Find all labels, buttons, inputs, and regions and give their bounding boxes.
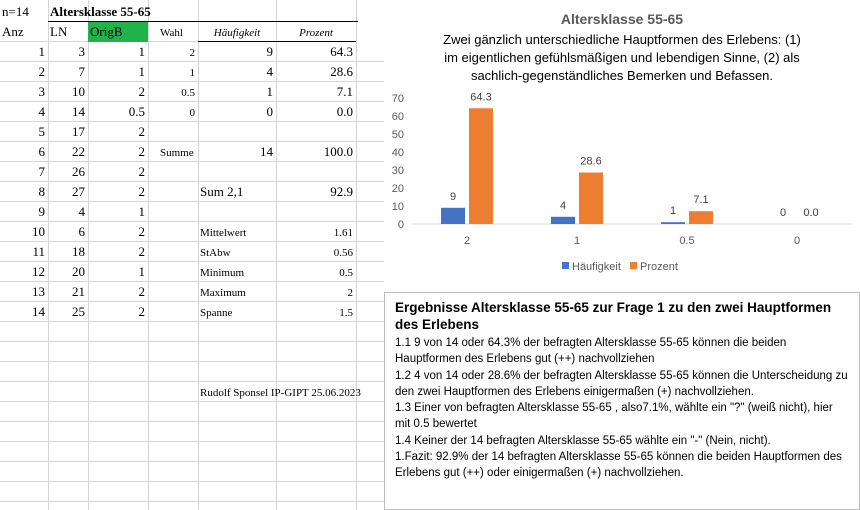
grid-row-line [0,441,384,442]
data-label-prozent: 0.0 [803,207,819,219]
stat-label[interactable]: StAbw [200,247,231,259]
chart-subtitle-line: sachlich-gegenständliches Bemerken und Befassen. [470,68,774,83]
cell-ln[interactable]: 3 [78,44,85,59]
cell-prozent[interactable]: 64.3 [330,44,353,59]
cell-origb[interactable]: 2 [138,284,145,299]
data-label-prozent: 28.6 [580,155,602,168]
cell-haeufigkeit[interactable]: 4 [266,64,273,79]
cell-ln[interactable]: 14 [72,104,85,119]
grid-row-line [0,481,384,482]
chart-svg [384,0,860,285]
y-tick-label: 10 [391,201,404,213]
stat-value[interactable]: 1.5 [339,307,353,319]
header-wahl[interactable]: Wahl [160,27,183,39]
data-label-haeufigkeit: 9 [449,190,457,203]
cell-haeufigkeit[interactable]: 9 [266,44,273,59]
legend-swatch-haeufigkeit [562,262,569,269]
cell-anz[interactable]: 3 [38,84,45,99]
cell-origb[interactable]: 2 [138,304,145,319]
cell-origb[interactable]: 2 [138,244,145,259]
header-origb[interactable]: OrigB [88,22,148,42]
stat-value[interactable]: 0.5 [339,267,353,279]
cell-origb[interactable]: 2 [138,184,145,199]
cell-origb[interactable]: 0.5 [128,104,145,119]
notes-paragraph: 1.4 Keiner der 14 befragten Altersklasse 55-65 wählte ein "-" (Nein, nicht). [395,434,771,447]
cell-anz[interactable]: 12 [32,264,45,279]
grid-row-line [0,461,384,462]
notes-paragraphs [395,335,851,482]
sum21-label[interactable]: Sum 2,1 [200,184,244,199]
chart-title: Altersklasse 55-65 [560,11,684,27]
stat-label[interactable]: Maximum [200,287,246,299]
cell-ln[interactable]: 21 [72,284,85,299]
cell-prozent[interactable]: 7.1 [336,84,353,99]
x-tick-label: 0 [793,235,801,247]
cell-wahl[interactable]: 2 [189,47,195,59]
cell-prozent[interactable]: 28.6 [330,64,353,79]
legend-swatch-prozent [630,262,637,269]
cell-haeufigkeit[interactable]: 1 [266,84,273,99]
group-title-cell[interactable]: Altersklasse 55-65 [50,4,151,19]
bar-prozent [689,211,713,224]
stat-label[interactable]: Mittelwert [200,227,247,239]
y-tick-label: 50 [391,129,404,141]
bar-haeufigkeit [441,208,465,224]
x-tick-label: 2 [463,235,471,247]
grid-row-line [0,361,384,362]
summe-label[interactable]: Summe [160,147,194,159]
n-label[interactable]: n=14 [2,4,29,19]
cell-prozent[interactable]: 0.0 [336,104,353,119]
cell-ln[interactable]: 6 [78,224,85,239]
cell-ln[interactable]: 27 [72,184,85,199]
results-text-box[interactable] [384,292,860,510]
cell-anz[interactable]: 1 [38,44,45,59]
cell-anz[interactable]: 13 [32,284,45,299]
cell-anz[interactable]: 11 [32,244,45,259]
data-label-haeufigkeit: 1 [669,205,677,218]
notes-paragraph: 1.1 9 von 14 oder 64.3% der befragten Altersklasse 55-65 können die beiden Hauptformen des Erlebens gut (++) nachvollziehen [395,337,787,366]
spreadsheet-grid [0,0,384,510]
cell-ln[interactable]: 10 [72,84,85,99]
cell-wahl[interactable]: 0.5 [181,87,195,99]
cell-origb[interactable]: 1 [138,64,145,79]
cell-haeufigkeit[interactable]: 0 [266,104,273,119]
bar-prozent [469,108,493,224]
credit-line[interactable]: Rudolf Sponsel IP-GIPT 25.06.2023 [200,387,361,399]
y-tick-label: 70 [391,93,404,105]
stat-value[interactable]: 2 [347,287,353,299]
cell-ln[interactable]: 26 [72,164,85,179]
cell-anz[interactable]: 5 [38,124,45,139]
cell-anz[interactable]: 8 [38,184,45,199]
cell-ln[interactable]: 4 [78,204,85,219]
summe-prozent[interactable]: 100.0 [323,144,353,159]
cell-origb[interactable]: 1 [138,264,145,279]
cell-anz[interactable]: 10 [32,224,45,239]
cell-ln[interactable]: 17 [72,124,85,139]
stat-label[interactable]: Spanne [200,307,233,319]
data-label-haeufigkeit: 4 [559,199,567,212]
x-tick-label: 0.5 [679,235,695,247]
cell-origb[interactable]: 2 [138,84,145,99]
cell-origb[interactable]: 2 [138,224,145,239]
cell-anz[interactable]: 14 [32,304,45,319]
chart-subtitle-line: Zwei gänzlich unterschiedliche Hauptformen des Erlebens: (1) [443,32,801,47]
cell-wahl[interactable]: 0 [189,107,195,119]
y-tick-label: 60 [391,111,404,123]
legend-label-haeufigkeit: Häufigkeit [572,261,621,273]
y-tick-label: 20 [391,183,404,195]
header-anz[interactable]: Anz [2,24,24,39]
y-tick-label: 0 [397,219,404,231]
cell-wahl[interactable]: 1 [189,67,195,79]
stat-value[interactable]: 0.56 [333,247,353,259]
cell-anz[interactable]: 4 [38,104,45,119]
legend-label-prozent: Prozent [640,261,678,273]
cell-origb[interactable]: 2 [138,164,145,179]
cell-origb[interactable]: 2 [138,124,145,139]
chart-subtitle-line: im eigentlichen gefühlsmäßigen und lebendigen Sinne, (2) als [444,50,800,65]
cell-ln[interactable]: 7 [78,64,85,79]
cell-ln[interactable]: 22 [72,144,85,159]
notes-paragraph: 1.3 Einer von befragten Altersklasse 55-65 , also7.1%, wählte ein "?" (weiß nicht), hier mit 0.5 bewertet [395,402,833,431]
sum21-value[interactable]: 92.9 [330,184,353,199]
bar-haeufigkeit [661,222,685,224]
notes-paragraph: 1.Fazit: 92.9% der 14 befragten Altersklasse 55-65 können die beiden Hauptformen des Erlebens gut (++) oder einigermaßen (+) nachvollziehen. [395,451,842,480]
bar-chart[interactable] [384,0,860,285]
cell-anz[interactable]: 7 [38,164,45,179]
grid-row-line [0,381,384,382]
bar-prozent [579,173,603,224]
cell-anz[interactable]: 2 [38,64,45,79]
grid-row-line [0,501,384,502]
cell-anz[interactable]: 9 [38,204,45,219]
cell-origb[interactable]: 1 [138,204,145,219]
summe-haeufigkeit[interactable]: 14 [260,144,273,159]
header-prozent[interactable]: Prozent [299,27,333,39]
data-label-prozent: 64.3 [470,91,492,104]
bar-haeufigkeit [551,217,575,224]
cell-ln[interactable]: 20 [72,264,85,279]
notes-title: Ergebnisse Altersklasse 55-65 zur Frage 1 zu den zwei Hauptformen des Erlebens [395,300,832,332]
cell-ln[interactable]: 18 [72,244,85,259]
data-label-prozent: 7.1 [693,194,709,207]
header-haeufigkeit[interactable]: Häufigkeit [213,27,261,39]
cell-origb[interactable]: 1 [138,44,145,59]
x-tick-label: 1 [573,235,581,247]
header-ln[interactable]: LN [50,24,68,39]
stat-label[interactable]: Minimum [200,267,245,279]
grid-column-line [356,0,357,510]
grid-row-line [0,341,384,342]
grid-row-line [0,421,384,422]
y-tick-label: 30 [391,165,404,177]
cell-origb[interactable]: 2 [138,144,145,159]
notes-paragraph: 1.2 4 von 14 oder 28.6% der befragten Altersklasse 55-65 können die Unterscheidung zu den zwei Hauptformen des Erlebens einigermaßen (+) nachvollziehen. [395,369,848,398]
y-tick-label: 40 [391,147,404,159]
stat-value[interactable]: 1.61 [333,227,353,239]
cell-anz[interactable]: 6 [38,144,45,159]
data-label-haeufigkeit: 0 [779,207,787,219]
cell-ln[interactable]: 25 [72,304,85,319]
